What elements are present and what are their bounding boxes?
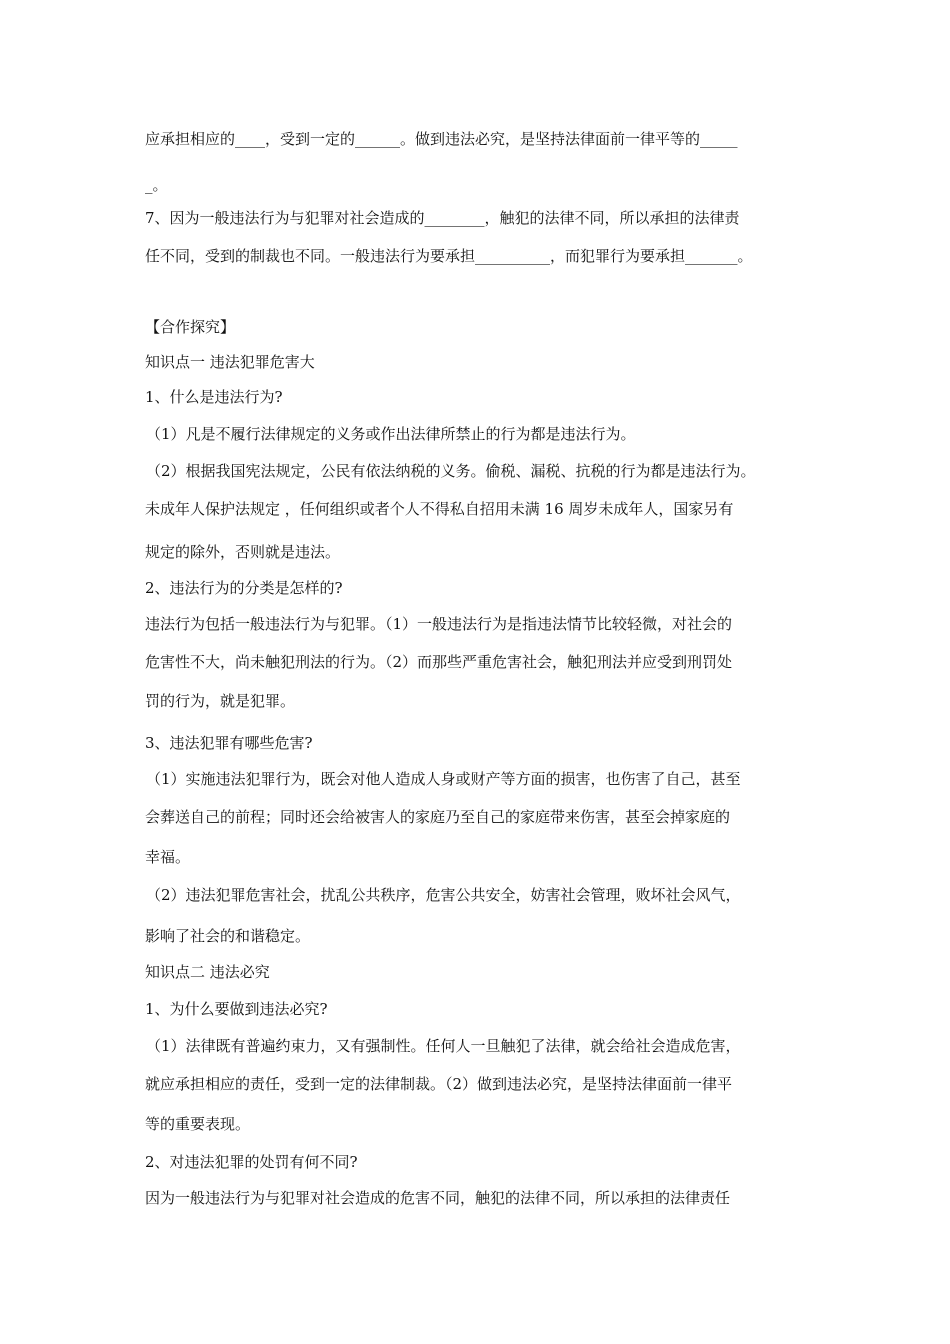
question-heading: 3、违法犯罪有哪些危害?: [145, 734, 313, 752]
text-line: 违法行为包括一般违法行为与犯罪。（1）一般违法行为是指违法情节比较轻微，对社会的: [145, 615, 733, 633]
knowledge-point-title: 知识点一 违法犯罪危害大: [145, 353, 315, 371]
text-line: _。: [145, 176, 168, 194]
text-line: 应承担相应的____，受到一定的______。做到违法必究，是坚持法律面前一律平等的_____: [145, 130, 738, 148]
question-heading: 1、为什么要做到违法必究?: [145, 1000, 328, 1018]
question-heading: 2、对违法犯罪的处罚有何不同?: [145, 1153, 358, 1171]
text-line: 影响了社会的和谐稳定。: [145, 927, 311, 945]
text-line: 危害性不大，尚未触犯刑法的行为。（2）而那些严重危害社会，触犯刑法并应受到刑罚处: [145, 653, 733, 671]
text-line: 会葬送自己的前程；同时还会给被害人的家庭乃至自己的家庭带来伤害，甚至会掉家庭的: [145, 808, 731, 826]
text-line: 罚的行为，就是犯罪。: [145, 692, 296, 710]
text-line: （2）违法犯罪危害社会，扰乱公共秩序，危害公共安全，妨害社会管理，败坏社会风气，: [146, 886, 741, 904]
text-line: 7、因为一般违法行为与犯罪对社会造成的________，触犯的法律不同，所以承担的法律责: [145, 209, 740, 227]
text-line: 等的重要表现。: [145, 1115, 251, 1133]
text-line: 任不同，受到的制裁也不同。一般违法行为要承担__________，而犯罪行为要承担_______。: [145, 247, 753, 265]
text-line: （1）法律既有普遍约束力，又有强制性。任何人一旦触犯了法律，就会给社会造成危害，: [146, 1037, 741, 1055]
text-line: 幸福。: [145, 848, 191, 866]
text-line: 就应承担相应的责任，受到一定的法律制裁。（2）做到违法必究，是坚持法律面前一律平: [145, 1075, 733, 1093]
text-line: （1）凡是不履行法律规定的义务或作出法律所禁止的行为都是违法行为。: [146, 425, 636, 443]
question-heading: 2、违法行为的分类是怎样的?: [145, 579, 343, 597]
text-line: 规定的除外，否则就是违法。: [145, 543, 341, 561]
text-line: 未成年人保护法规定 ，任何组织或者个人不得私自招用未满 16 周岁未成年人，国家另有: [145, 500, 734, 518]
text-line: （1）实施违法犯罪行为，既会对他人造成人身或财产等方面的损害，也伤害了自己，甚至: [146, 770, 741, 788]
text-line: 因为一般违法行为与犯罪对社会造成的危害不同，触犯的法律不同，所以承担的法律责任: [145, 1189, 731, 1207]
section-heading: 【合作探究】: [145, 318, 236, 336]
knowledge-point-title: 知识点二 违法必究: [145, 963, 270, 981]
question-heading: 1、什么是违法行为?: [145, 388, 283, 406]
text-line: （2）根据我国宪法规定，公民有依法纳税的义务。偷税、漏税、抗税的行为都是违法行为。: [146, 462, 756, 480]
